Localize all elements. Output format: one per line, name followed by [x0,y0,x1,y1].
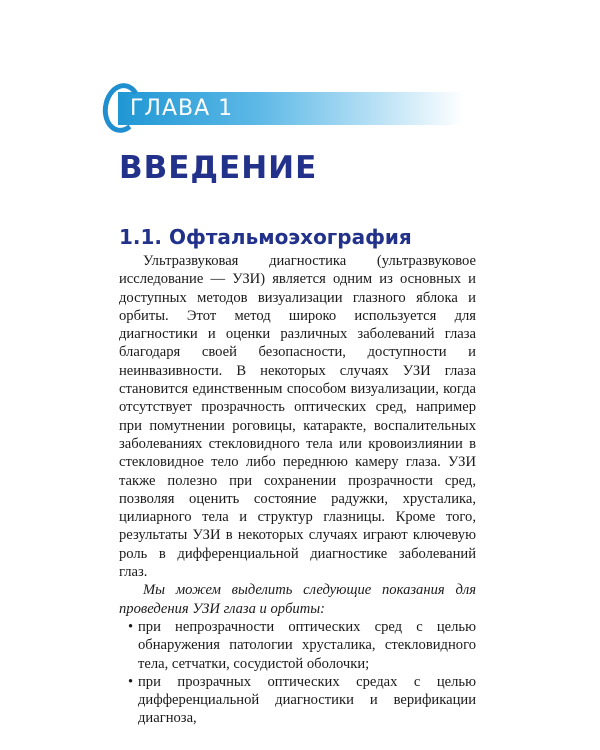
indications-intro: Мы можем выделить следующие показания для проведения УЗИ глаза и орбиты: [119,582,476,617]
indications-list [119,618,476,728]
bullet-icon: • [128,618,134,635]
chapter-label: ГЛАВА 1 [130,96,234,121]
list-item-text: при прозрачных оптических средах с целью дифференциальной диагностики и верификации диагноза, [138,673,476,727]
chapter-title: ВВЕДЕНИЕ [119,150,318,186]
bullet-icon: • [128,673,134,690]
list-item-text: при непрозрачности оптических сред с целью обнаружения патологии хрусталика, стекловидного тела, сетчатки, сосудистой оболочки; [138,618,476,672]
section-title: 1.1. Офтальмоэхография [119,225,412,249]
list-item [119,673,476,728]
intro-paragraph: Ультразвуковая диагностика (ультразвуковое исследование — УЗИ) является одним из основных и доступных методов визуализации глазного яблока и орбиты. Этот метод широко используется для диагностики и оценки различных заболеваний глаза благодаря своей безопасности, доступности и неинвазивности. В некоторых случаях УЗИ глаза становится единственным способом визуализации, когда отсутствует прозрачность оптических сред, например при помутнении роговицы, катаракте, воспалительных заболеваниях стекловидного тела или кровоизлиянии в стекловидное тело либо переднюю камеру глаза. УЗИ также полезно при сохранении прозрачности сред, позволяя оценить состояние радужки, хрусталика, цилиарного тела и структур глазницы. Кроме того, результаты УЗИ в некоторых случаях играют ключевую роль в дифференциальной диагностике заболеваний глаз. [119,253,476,581]
body-text [119,252,476,728]
list-item [119,618,476,673]
